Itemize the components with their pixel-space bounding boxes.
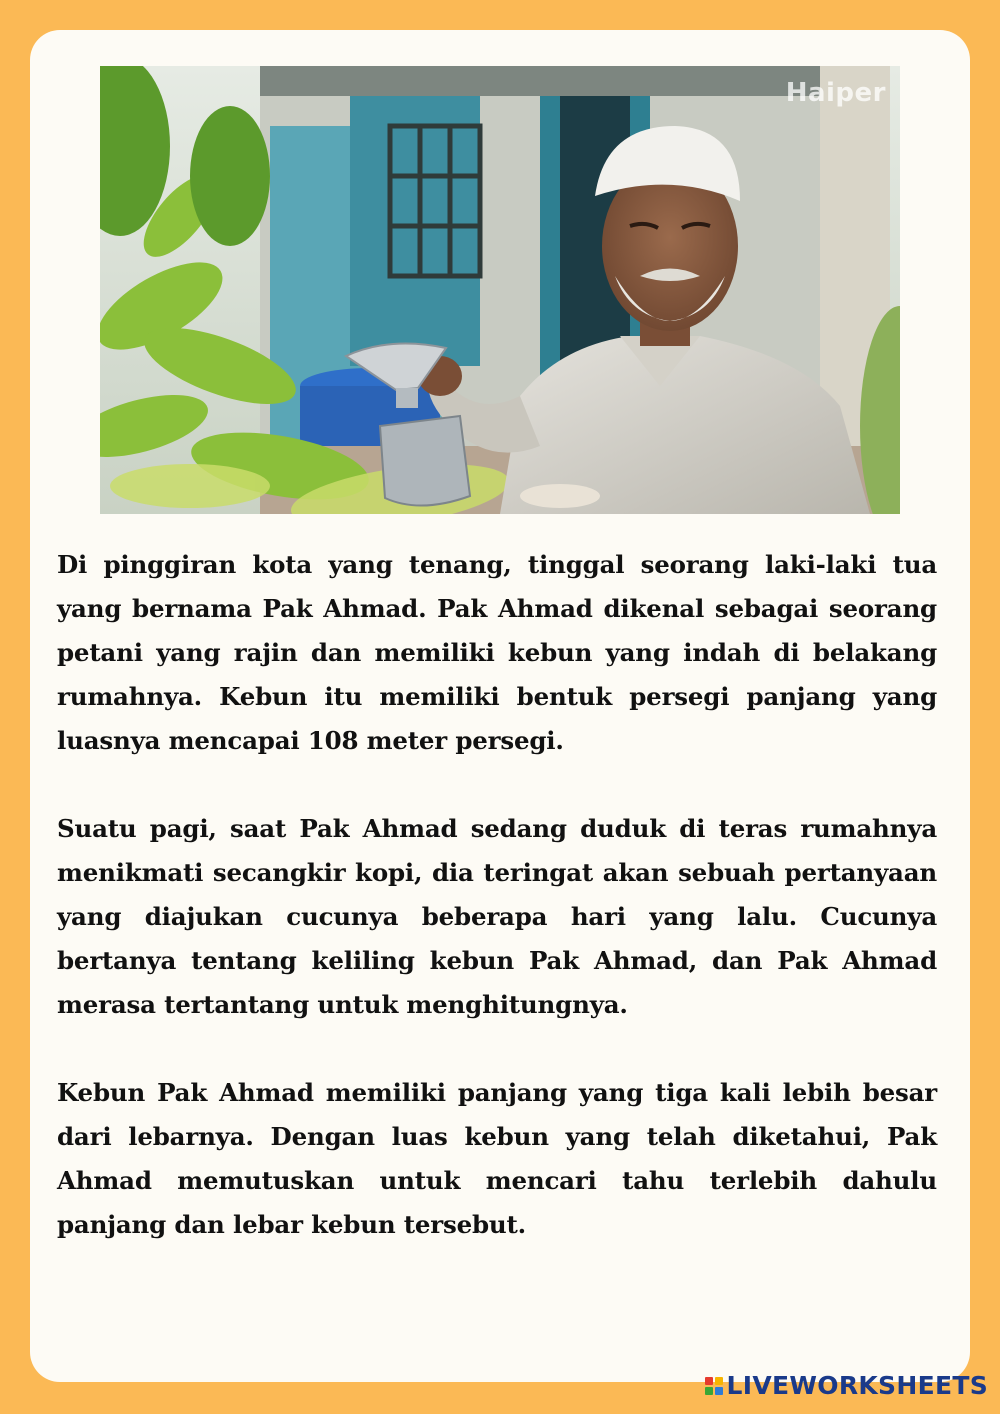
- photo-watermark: Haiper: [785, 78, 886, 108]
- story-paragraph-1: Di pinggiran kota yang tenang, tinggal seorang laki-laki tua yang bernama Pak Ahmad. Pak Ahmad dikenal sebagai seorang petani yang rajin dan memiliki kebun yang indah di belakang rumahnya. Kebun itu memiliki bentuk persegi panjang yang luasnya mencapai 108 meter persegi.: [57, 550, 937, 755]
- story-paragraph-2: Suatu pagi, saat Pak Ahmad sedang duduk di teras rumahnya menikmati secangkir kopi, dia teringat akan sebuah pertanyaan yang diajukan cucunya beberapa hari yang lalu. Cucunya bertanya tentang keliling kebun Pak Ahmad, dan Pak Ahmad merasa tertantang untuk menghitungnya.: [57, 814, 937, 1019]
- story-text: [57, 543, 937, 1291]
- liveworksheets-logo-text: LIVEWORKSHEETS: [726, 1371, 988, 1400]
- story-illustration: [100, 66, 900, 514]
- liveworksheets-logo-icon: [705, 1377, 723, 1395]
- story-paragraph-3: Kebun Pak Ahmad memiliki panjang yang tiga kali lebih besar dari lebarnya. Dengan luas kebun yang telah diketahui, Pak Ahmad memutuskan untuk mencari tahu terlebih dahulu panjang dan lebar kebun tersebut.: [57, 1078, 937, 1239]
- old-man-photo: [100, 66, 900, 514]
- liveworksheets-logo[interactable]: [705, 1371, 988, 1400]
